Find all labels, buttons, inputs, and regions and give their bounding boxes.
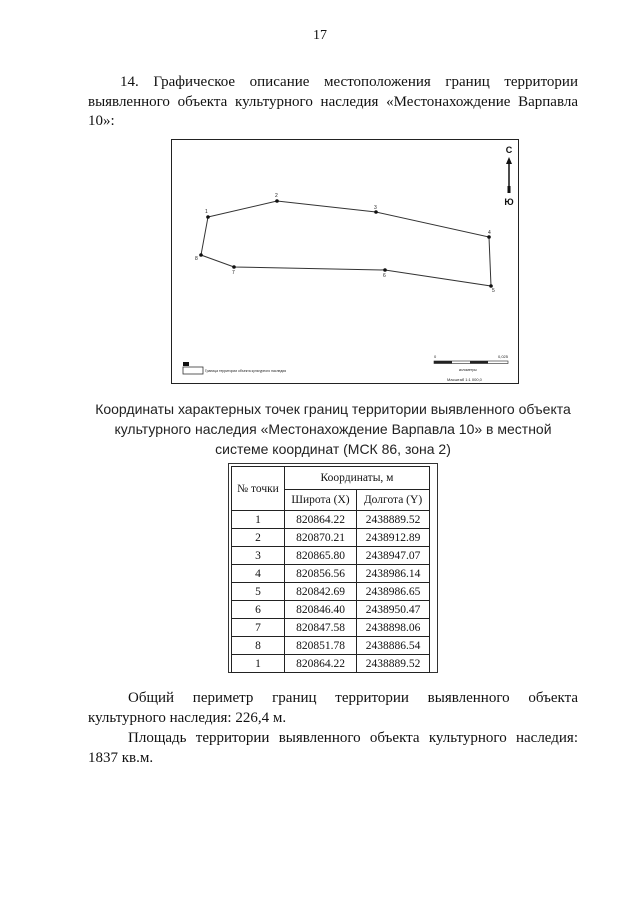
- longitude-cell: 2438947.07: [357, 547, 430, 565]
- scale-start-label: 0: [434, 354, 437, 359]
- latitude-cell: 820856.56: [285, 565, 357, 583]
- vertex-6: [383, 268, 387, 272]
- vertex-label-6: 6: [383, 273, 386, 279]
- latitude-cell: 820865.80: [285, 547, 357, 565]
- scale-end-label: 0,025: [498, 354, 509, 359]
- vertex-label-8: 8: [195, 256, 198, 262]
- table-row: [232, 547, 430, 565]
- table-row: [232, 565, 430, 583]
- vertex-label-2: 2: [275, 193, 278, 199]
- point-number-cell: 1: [232, 511, 285, 529]
- point-number-cell: 3: [232, 547, 285, 565]
- latitude-cell: 820870.21: [285, 529, 357, 547]
- table-row: [232, 619, 430, 637]
- compass-north-label: С: [505, 145, 513, 155]
- table-row: [232, 601, 430, 619]
- point-number-cell: 5: [232, 583, 285, 601]
- longitude-cell: 2438898.06: [357, 619, 430, 637]
- latitude-cell: 820847.58: [285, 619, 357, 637]
- latitude-cell: 820851.78: [285, 637, 357, 655]
- map-legend: [183, 362, 286, 374]
- compass-south-label: Ю: [504, 197, 514, 207]
- boundary-map-svg: [172, 140, 520, 385]
- vertex-label-7: 7: [232, 270, 235, 276]
- header-longitude: Долгота (Y): [357, 490, 430, 511]
- longitude-cell: 2438950.47: [357, 601, 430, 619]
- table-row: [232, 637, 430, 655]
- vertex-1: [206, 215, 210, 219]
- scale-ratio-label: Масштаб 1:1 000,0: [447, 377, 482, 382]
- latitude-cell: 820864.22: [285, 511, 357, 529]
- longitude-cell: 2438889.52: [357, 655, 430, 673]
- longitude-cell: 2438889.52: [357, 511, 430, 529]
- vertex-label-5: 5: [492, 288, 495, 294]
- point-number-cell: 1: [232, 655, 285, 673]
- vertex-label-4: 4: [488, 230, 491, 236]
- table-row: [232, 583, 430, 601]
- header-coordinates: Координаты, м: [285, 467, 430, 490]
- longitude-cell: 2438986.65: [357, 583, 430, 601]
- scale-unit-label: километры: [459, 368, 477, 372]
- area-paragraph: Площадь территории выявленного объекта культурного наследия: 1837 кв.м.: [88, 730, 578, 766]
- point-number-cell: 8: [232, 637, 285, 655]
- table-caption: Координаты характерных точек границ территории выявленного объекта культурного наследия «Местонахождение Варпавла 10» в местной системе координат (МСК 86, зона 2): [95, 401, 571, 457]
- latitude-cell: 820864.22: [285, 655, 357, 673]
- section-heading: 14. Графическое описание местоположения границ территории выявленного объекта культурного наследия «Местонахождение Варпавла 10»:: [88, 74, 578, 129]
- table-row: [232, 511, 430, 529]
- scale-bar: [434, 354, 509, 382]
- longitude-cell: 2438986.14: [357, 565, 430, 583]
- vertex-8: [199, 253, 203, 257]
- legend-text: Граница территории объекта культурного наследия: [205, 369, 287, 373]
- point-number-cell: 4: [232, 565, 285, 583]
- header-point-number: № точки: [232, 467, 285, 511]
- coordinates-table: [231, 466, 430, 673]
- vertex-2: [275, 199, 279, 203]
- latitude-cell: 820846.40: [285, 601, 357, 619]
- boundary-vertices: [199, 199, 493, 288]
- point-number-cell: 7: [232, 619, 285, 637]
- north-arrow-icon: [504, 145, 513, 207]
- table-row: [232, 529, 430, 547]
- point-number-cell: 2: [232, 529, 285, 547]
- table-row: [232, 655, 430, 673]
- perimeter-paragraph: Общий периметр границ территории выявленного объекта культурного наследия: 226,4 м.: [88, 690, 578, 726]
- page-number: 17: [313, 28, 327, 43]
- territory-boundary-polygon: [201, 201, 491, 286]
- vertex-label-1: 1: [205, 209, 208, 215]
- boundary-map: [171, 139, 519, 384]
- point-number-cell: 6: [232, 601, 285, 619]
- vertex-7: [232, 265, 236, 269]
- longitude-cell: 2438886.54: [357, 637, 430, 655]
- header-latitude: Широта (X): [285, 490, 357, 511]
- longitude-cell: 2438912.89: [357, 529, 430, 547]
- latitude-cell: 820842.69: [285, 583, 357, 601]
- vertex-label-3: 3: [374, 205, 377, 211]
